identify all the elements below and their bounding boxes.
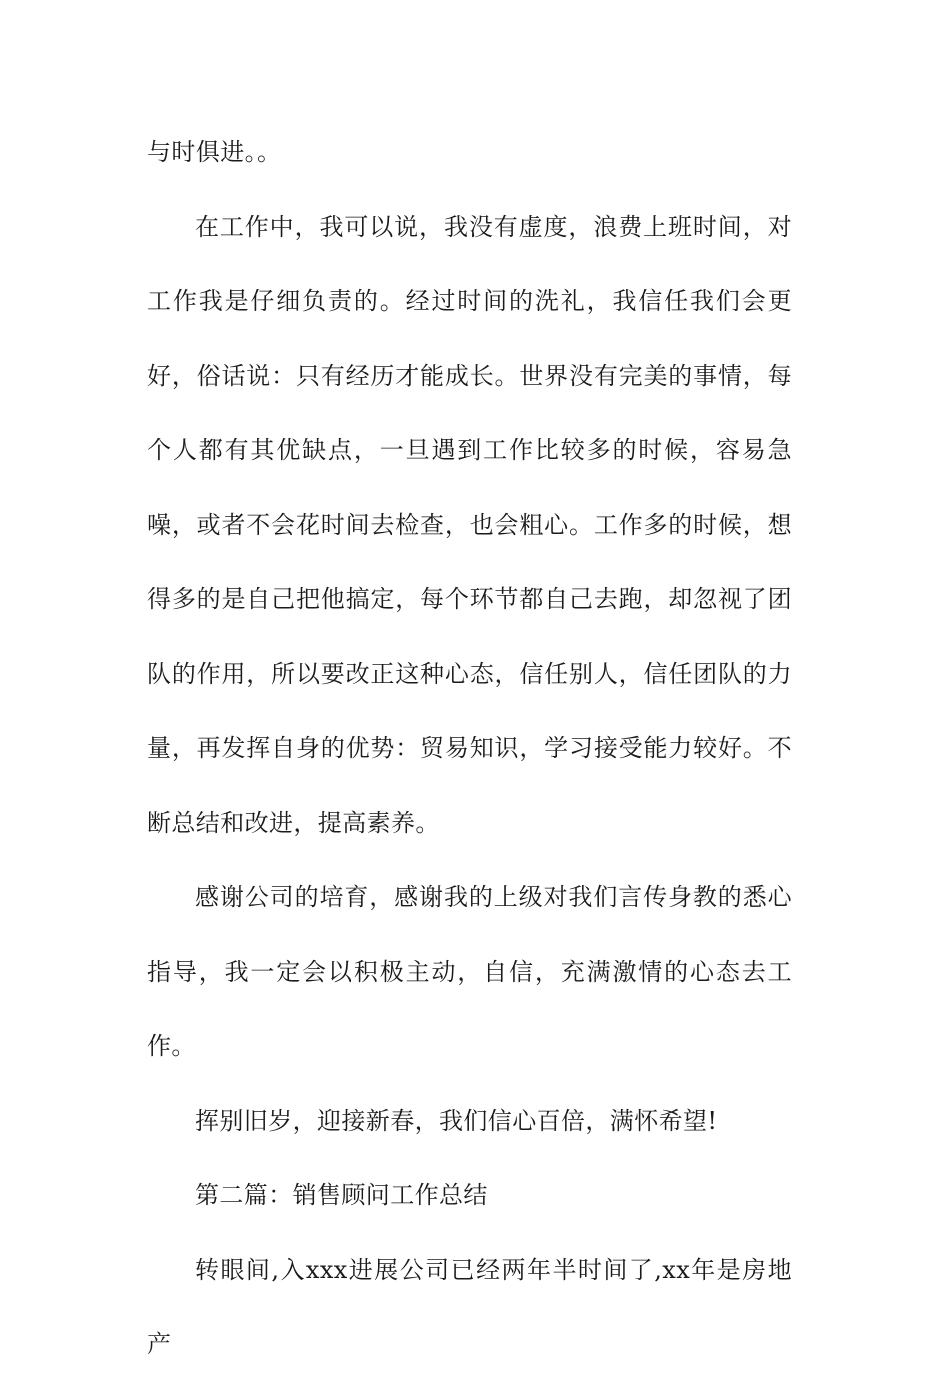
paragraph-work-attitude: 在工作中，我可以说，我没有虚度，浪费上班时间，对工作我是仔细负责的。经过时间的洗礼，我信任我们会更好，俗话说：只有经历才能成长。世界没有完美的事情，每个人都有其优缺点，一旦遇到工作比较多的时候，容易急噪，或者不会花时间去检查，也会粗心。工作多的时候，想得多的是自己把他搞定，每个环节都自己去跑，却忽视了团队的作用，所以要改正这种心态，信任别人，信任团队的力量，再发挥自身的优势：贸易知识，学习接受能力较好。不断总结和改进，提高素养。	[147, 212, 792, 837]
document-body	[147, 115, 792, 1382]
paragraph-thanks: 感谢公司的培育，感谢我的上级对我们言传身教的悉心指导，我一定会以积极主动，自信，充满激情的心态去工作。	[147, 883, 792, 1060]
paragraph-part-two-intro: 转眼间,入xxx进展公司已经两年半时间了,xx年是房地产	[147, 1255, 792, 1358]
paragraph-farewell: 挥别旧岁，迎接新春，我们信心百倍，满怀希望!	[195, 1106, 718, 1135]
paragraph-continuation: 与时俱进。。	[147, 138, 282, 166]
section-heading-part-two: 第二篇：销售顾问工作总结	[195, 1181, 488, 1209]
